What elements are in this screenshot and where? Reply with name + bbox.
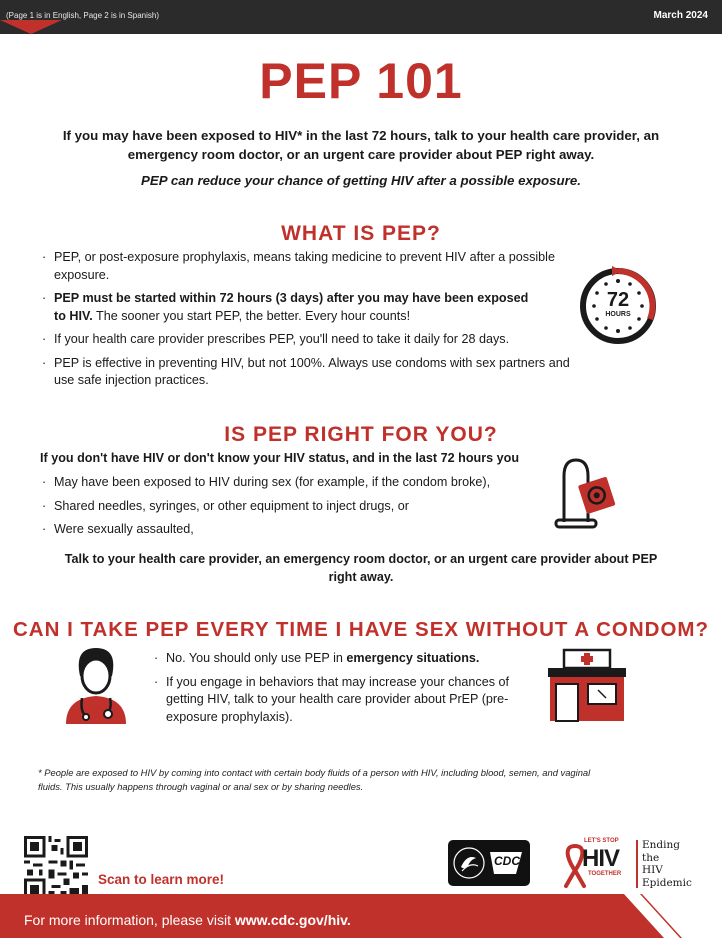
list-item: · PEP is effective in preventing HIV, but not 100%. Always use condoms with sex partners and use safe injection practices. (42, 355, 570, 387)
what-is-pep-heading: WHAT IS PEP? (281, 222, 441, 245)
can-i-take-pep-heading: CAN I TAKE PEP EVERY TIME I HAVE SEX WITHOUT A CONDOM? (12, 618, 709, 641)
list-item: · If your health care provider prescribes PEP, you'll need to take it daily for 28 days. (42, 332, 510, 346)
is-pep-right-call-to-action: Talk to your health care provider, an emergency room doctor, or an urgent care provider about PEP right away. (64, 552, 658, 584)
list-item: · If you engage in behaviors that may increase your chances of getting HIV, talk to your health care provider about PrEP (pre-exposure prophylaxis). (154, 674, 510, 724)
footnote: * People are exposed to HIV by coming into contact with certain body fluids of a person with HIV, including blood, semen, and vaginal fluids. This usually happens through vaginal or anal sex or by sharing needles. (38, 767, 591, 792)
what-is-pep-list (40, 249, 588, 396)
item-text: If your health care provider prescribes PEP, you'll need to take it daily for 28 days. (54, 332, 510, 346)
publication-date: March 2024 (653, 10, 708, 21)
bottom-bar-stripe (522, 894, 722, 938)
item-bold: PEP must be started within 72 hours (3 days) after you may have been exposed to HIV. (54, 291, 529, 323)
more-info-text (24, 912, 351, 928)
ehe-lets-stop: LET'S STOP (584, 838, 619, 844)
item-text: No. You should only use PEP in (166, 651, 347, 665)
lead-paragraph: If you may have been exposed to HIV* in the last 72 hours, talk to your health care provider, an emergency room doctor, or an urgent care provider about PEP right away. (62, 128, 660, 162)
clock-72-hours-icon (576, 264, 660, 348)
clock-unit: HOURS (605, 311, 631, 318)
list-item: · Shared needles, syringes, or other equipment to inject drugs, or (42, 498, 409, 513)
ehe-word: the (642, 851, 660, 864)
can-i-take-pep-list (152, 650, 532, 732)
item-text: May have been exposed to HIV during sex (for example, if the condom broke), (54, 475, 491, 489)
bottom-bar (0, 894, 722, 938)
ehe-wordmark (642, 839, 692, 889)
item-text: Shared needles, syringes, or other equipment to inject drugs, or (54, 498, 409, 513)
item-text: The sooner you start PEP, the better. Every hour counts! (92, 308, 411, 323)
item-text: PEP, or post-exposure prophylaxis, means taking medicine to prevent HIV after a possible exposure. (54, 250, 555, 282)
list-item: · PEP, or post-exposure prophylaxis, means taking medicine to prevent HIV after a possible exposure. (42, 250, 555, 282)
ehe-divider (636, 840, 638, 888)
list-item: · PEP must be started within 72 hours (3 days) after you may have been exposed to HIV. The sooner you start PEP, the better. Every hour counts! (42, 291, 529, 323)
list-item: · No. You should only use PEP in emergency situations. (154, 651, 480, 665)
is-pep-right-list (40, 474, 540, 545)
top-bar (0, 0, 722, 34)
item-text: PEP is effective in preventing HIV, but not 100%. Always use condoms with sex partners and use safe injection practices. (54, 355, 570, 387)
list-item: · Were sexually assaulted, (42, 522, 194, 536)
ehe-word: Epidemic (642, 876, 692, 889)
is-pep-right-heading: IS PEP RIGHT FOR YOU? (224, 423, 498, 446)
health-care-provider-icon (60, 642, 132, 726)
ehe-together: TOGETHER (588, 871, 622, 877)
hhs-cdc-logo (448, 840, 530, 886)
list-item: · May have been exposed to HIV during sex (for example, if the condom broke), (42, 475, 491, 489)
cdc-hiv-link[interactable]: www.cdc.gov/hiv. (234, 912, 351, 928)
is-pep-right-intro: If you don't have HIV or don't know your HIV status, and in the last 72 hours you (40, 451, 520, 465)
emergency-room-icon (544, 646, 630, 724)
scan-prompt: Scan to learn more! (98, 872, 225, 887)
more-info-prefix: For more information, please visit (24, 912, 235, 928)
lead-italic: PEP can reduce your chance of getting HIV after a possible exposure. (141, 173, 581, 188)
item-text: Were sexually assaulted, (54, 522, 194, 536)
item-text: If you engage in behaviors that may increase your chances of getting HIV, talk to your health care provider about PrEP (pre-exposure prophylaxis). (166, 674, 510, 724)
language-note: (Page 1 is in English, Page 2 is in Spanish) (6, 11, 159, 20)
item-bold: emergency situations. (346, 651, 480, 665)
ehe-hiv: HIV (582, 845, 620, 872)
condom-icon (552, 456, 616, 532)
page-title: PEP 101 (259, 53, 463, 109)
qr-code[interactable] (24, 836, 88, 900)
cdc-wordmark: CDC (494, 854, 520, 868)
clock-number: 72 (606, 289, 630, 311)
ehe-word: Ending (642, 839, 680, 851)
ehe-word: HIV (642, 864, 663, 876)
